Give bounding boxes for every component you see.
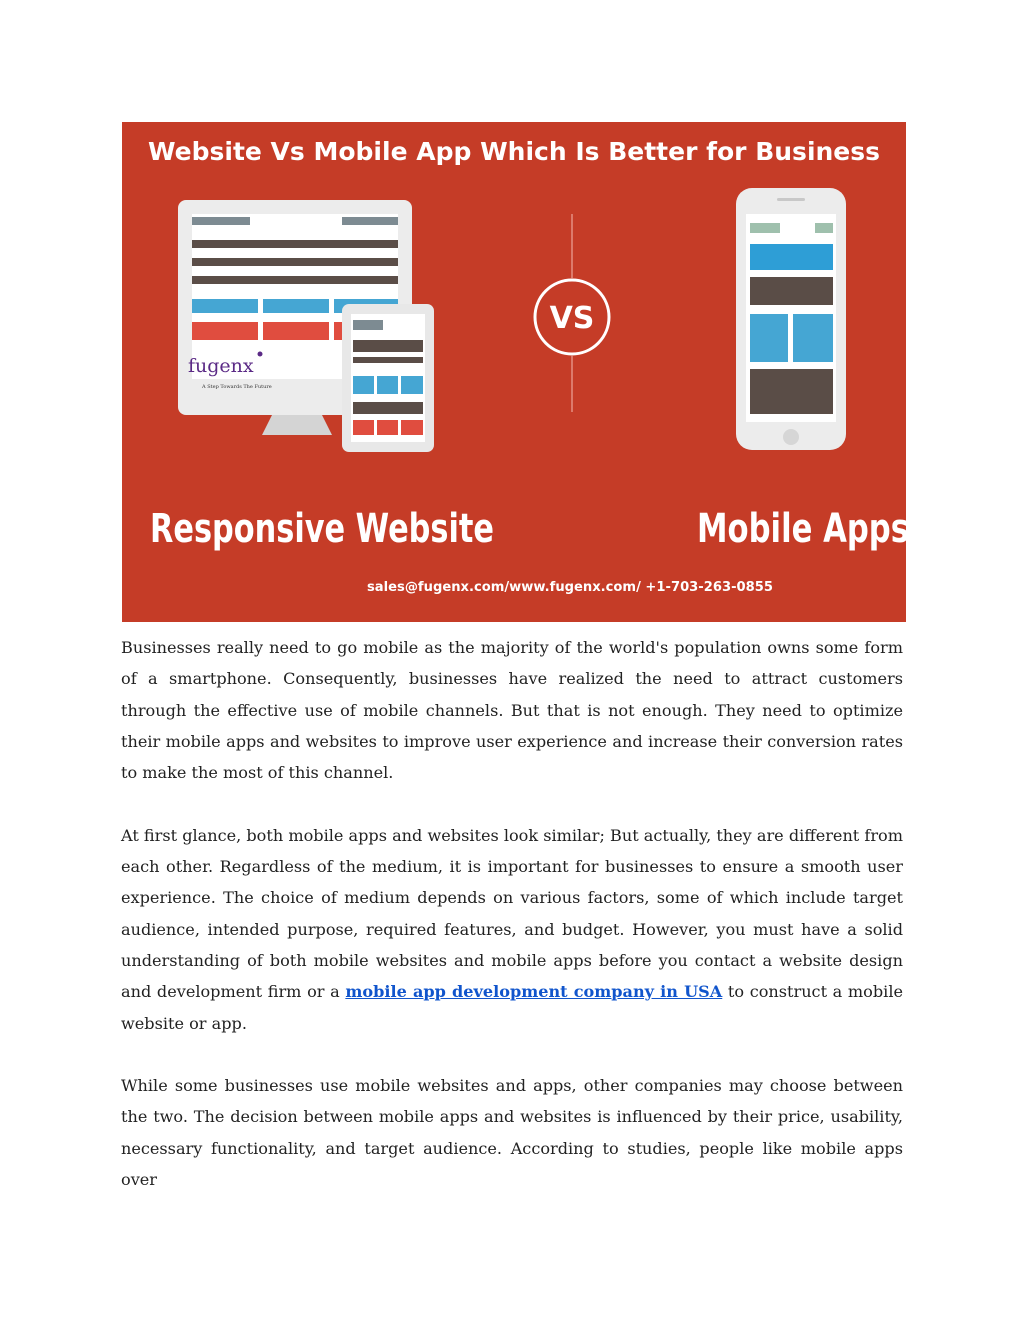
monitor-block <box>192 322 258 340</box>
mobile-apps-label: Mobile Apps <box>697 506 909 552</box>
monitor-block <box>263 299 329 313</box>
monitor-block <box>192 299 258 313</box>
phone-bar <box>750 223 780 233</box>
tablet-illustration <box>342 304 434 452</box>
contact-line: sales@fugenx.com/www.fugenx.com/ +1-703-263-0855 <box>367 580 773 595</box>
phone-home-button <box>783 429 799 445</box>
tablet-block <box>377 420 398 435</box>
monitor-block <box>263 322 329 340</box>
banner-image <box>122 122 909 622</box>
paragraph-2 <box>121 820 903 1039</box>
tablet-block <box>353 376 374 394</box>
monitor-bar <box>192 217 250 225</box>
phone-block <box>750 314 788 362</box>
paragraph-2-text-end: to construct a mobile website or app. <box>121 982 903 1033</box>
article-body <box>121 632 903 1227</box>
tablet-block <box>401 376 423 394</box>
phone-block <box>750 369 833 414</box>
paragraph-2-text-start: At first glance, both mobile apps and websites look similar; But actually, they are different from each other. Regardless of the medium, it is important for businesses to ensure a smooth user experience. The choice of medium depends on various factors, some of which include target audience, intended purpose, required features, and budget. However, you must have a solid understanding of both mobile websites and mobile apps before you contact a website design and development firm or a <box>121 825 903 1002</box>
phone-block <box>793 314 833 362</box>
monitor-stand <box>262 415 332 435</box>
mobile-app-development-link[interactable]: mobile app development company in USA <box>345 982 723 1002</box>
phone-block <box>750 244 833 270</box>
responsive-website-label: Responsive Website <box>150 506 494 552</box>
tablet-block <box>401 420 423 435</box>
phone-speaker <box>777 198 805 201</box>
paragraph-1: Businesses really need to go mobile as the majority of the world's population owns some form of a smartphone. Consequently, businesses have realized the need to attract customers through the effective use of mobile channels. But that is not enough. They need to optimize their mobile apps and websites to improve user experience and increase their conversion rates to make the most of this channel. <box>121 638 903 783</box>
monitor-bar <box>192 258 398 266</box>
vs-label: VS <box>549 301 595 336</box>
paragraph-3: While some businesses use mobile websites and apps, other companies may choose between the two. The decision between mobile apps and websites is influenced by their price, usability, necessary functionality, and target audience. According to studies, people like mobile apps over <box>121 1076 903 1190</box>
tablet-block <box>353 420 374 435</box>
tablet-bar <box>353 357 423 363</box>
logo-figure-icon <box>258 352 263 357</box>
smartphone-illustration <box>736 188 846 450</box>
monitor-bar <box>342 217 398 225</box>
banner-graphic <box>122 122 909 622</box>
logo-tagline: A Step Towards The Future <box>202 384 272 390</box>
tablet-bar <box>353 320 383 330</box>
logo-name: fugenx <box>188 355 254 377</box>
tablet-bar <box>353 340 423 352</box>
monitor-bar <box>192 240 398 248</box>
phone-bar <box>815 223 833 233</box>
tablet-block <box>377 376 398 394</box>
banner-title: Website Vs Mobile App Which Is Better for Business <box>147 137 881 166</box>
monitor-bar <box>192 276 398 284</box>
phone-block <box>750 277 833 305</box>
tablet-bar <box>353 402 423 414</box>
